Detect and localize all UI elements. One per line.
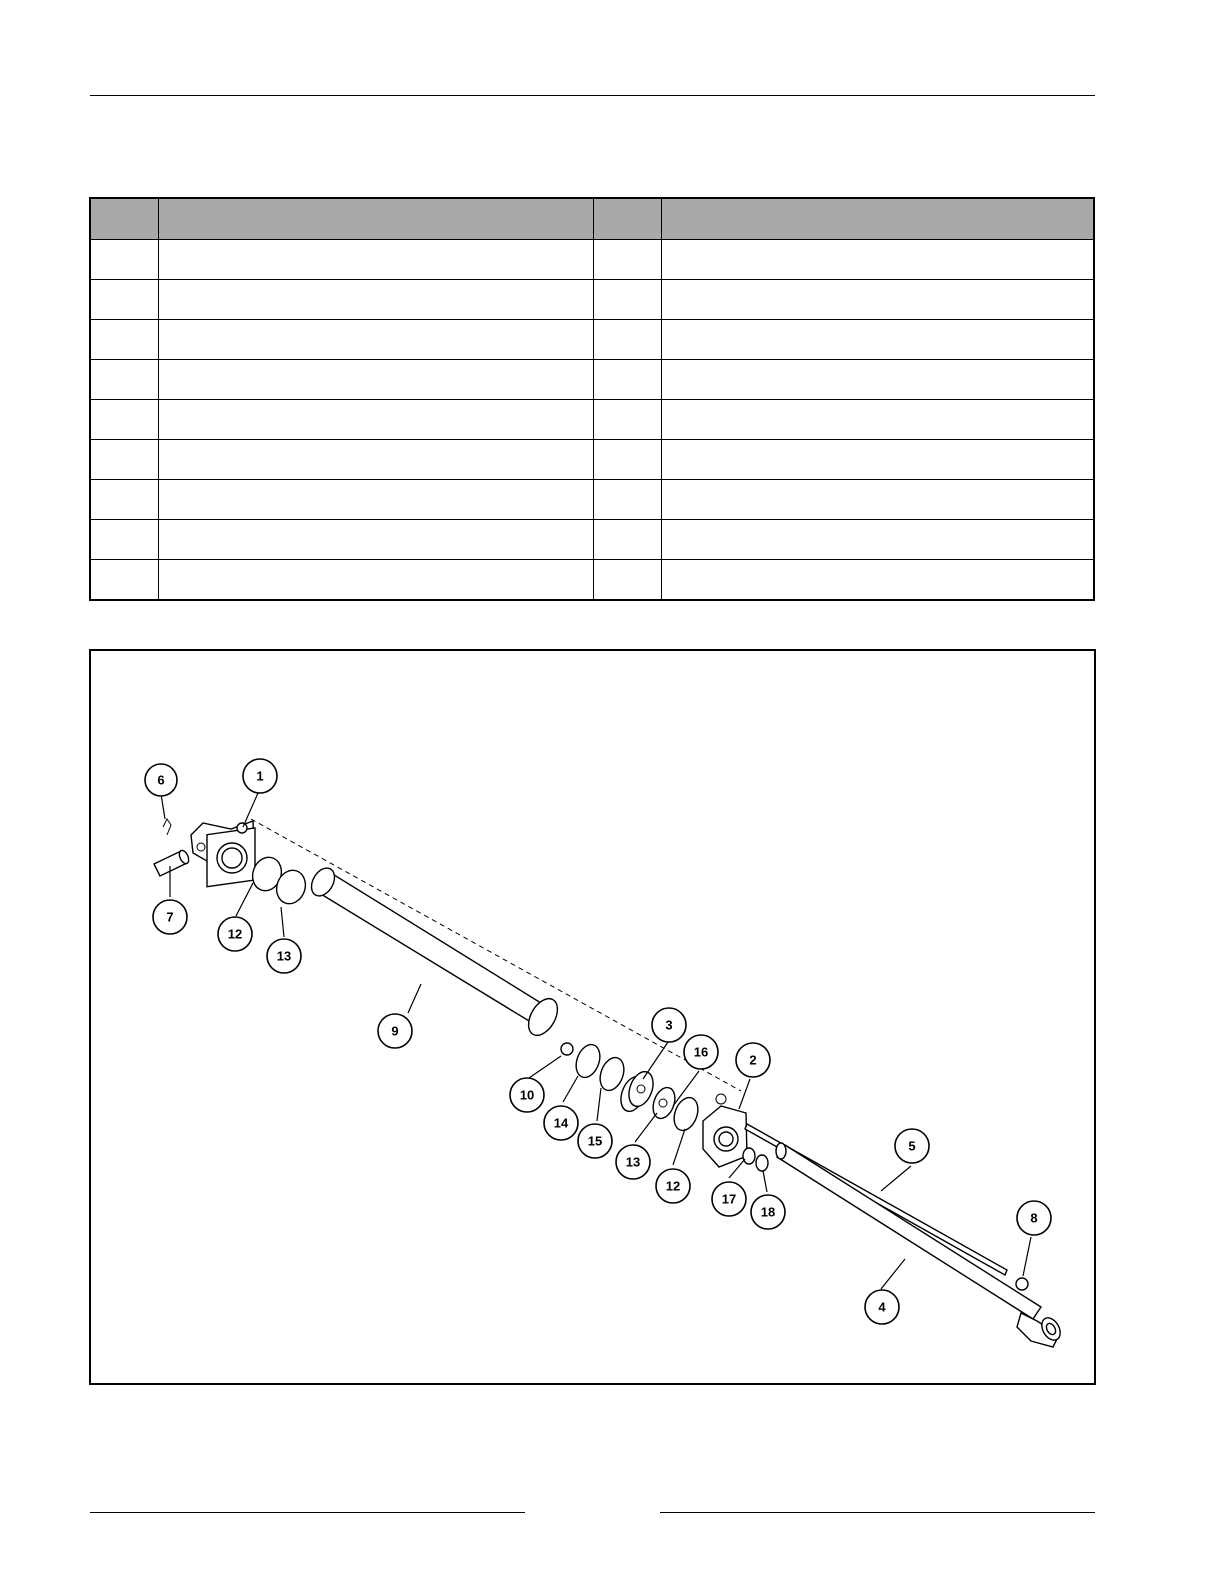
table-row	[90, 240, 1094, 280]
svg-text:15: 15	[587, 1133, 603, 1149]
callout-12	[218, 917, 252, 951]
table-cell	[594, 560, 662, 601]
table-row	[90, 480, 1094, 520]
leader-line	[881, 1166, 911, 1191]
table-header-row	[90, 198, 1094, 240]
clip-part	[163, 819, 171, 835]
svg-text:17: 17	[721, 1191, 737, 1207]
svg-text:14: 14	[553, 1115, 569, 1131]
leader-line	[1023, 1237, 1031, 1276]
base-end-cap-part	[191, 821, 255, 887]
table-row	[90, 440, 1094, 480]
nut-part	[561, 1043, 573, 1055]
rod-wiper-part	[756, 1155, 768, 1171]
footer-rule-right	[660, 1512, 1095, 1513]
table-cell	[662, 240, 1095, 280]
table-cell	[662, 320, 1095, 360]
table-cell	[159, 280, 594, 320]
table-row	[90, 560, 1094, 601]
table-cell	[662, 480, 1095, 520]
callout-14	[544, 1106, 578, 1140]
table-row	[90, 360, 1094, 400]
table-cell	[594, 400, 662, 440]
table-cell	[159, 440, 594, 480]
exploded-view-figure	[89, 649, 1096, 1385]
svg-text:6: 6	[157, 772, 165, 788]
table-cell	[159, 360, 594, 400]
callout-2	[736, 1043, 770, 1077]
leader-line	[673, 1129, 685, 1165]
svg-text:7: 7	[166, 909, 174, 925]
callout-10	[510, 1078, 544, 1112]
table-cell	[594, 360, 662, 400]
table-cell	[662, 400, 1095, 440]
callout-15	[578, 1124, 612, 1158]
callout-6	[1017, 1201, 1051, 1235]
table-cell	[662, 280, 1095, 320]
table-cell	[90, 280, 159, 320]
table-cell	[90, 400, 159, 440]
callout-9	[378, 1014, 412, 1048]
callout-4	[865, 1290, 899, 1324]
pin-part	[154, 849, 191, 876]
leader-line	[408, 984, 421, 1013]
column-header	[594, 198, 662, 240]
leader-line	[643, 1042, 668, 1079]
table-cell	[159, 400, 594, 440]
column-header	[662, 198, 1095, 240]
svg-text:10: 10	[519, 1087, 535, 1103]
table-cell	[662, 560, 1095, 601]
svg-text:16: 16	[693, 1044, 709, 1060]
callout-7	[145, 764, 177, 796]
svg-text:1: 1	[256, 768, 264, 784]
leader-line	[739, 1079, 750, 1109]
column-header	[90, 198, 159, 240]
wear-ring-part	[572, 1041, 604, 1080]
table-row	[90, 520, 1094, 560]
callout-3	[652, 1008, 686, 1042]
svg-text:3: 3	[665, 1017, 673, 1033]
svg-text:13: 13	[276, 948, 292, 964]
leader-line	[281, 907, 284, 937]
callout-17	[712, 1182, 746, 1216]
svg-text:5: 5	[908, 1138, 916, 1154]
table-cell	[159, 240, 594, 280]
table-row	[90, 320, 1094, 360]
leader-line	[529, 1056, 561, 1078]
table-cell	[594, 480, 662, 520]
callout-8	[153, 900, 187, 934]
callout-5	[895, 1129, 929, 1163]
table-cell	[159, 520, 594, 560]
table-cell	[90, 480, 159, 520]
column-header	[159, 198, 594, 240]
callout-1	[243, 759, 277, 793]
assembly-axis-line	[251, 819, 741, 1091]
svg-text:8: 8	[1030, 1210, 1038, 1226]
svg-text:12: 12	[227, 926, 243, 942]
callout-12	[656, 1169, 690, 1203]
piston-rod-part	[776, 1143, 1064, 1347]
table-cell	[90, 520, 159, 560]
table-cell	[594, 520, 662, 560]
svg-text:9: 9	[391, 1023, 399, 1039]
table-cell	[90, 560, 159, 601]
table-cell	[662, 440, 1095, 480]
table-cell	[90, 360, 159, 400]
table-cell	[159, 320, 594, 360]
svg-text:12: 12	[665, 1178, 681, 1194]
leader-line	[763, 1171, 767, 1192]
header-rule	[90, 95, 1095, 96]
table-cell	[159, 560, 594, 601]
table-cell	[159, 480, 594, 520]
callout-13	[267, 939, 301, 973]
callout-18	[751, 1195, 785, 1229]
leader-line	[161, 794, 165, 819]
callout-13	[616, 1145, 650, 1179]
tie-rod-nut-part	[1016, 1278, 1028, 1290]
svg-text:4: 4	[878, 1299, 886, 1315]
table-cell	[594, 320, 662, 360]
table-cell	[90, 240, 159, 280]
leader-line	[597, 1088, 601, 1121]
leader-line	[563, 1076, 578, 1102]
table-cell	[594, 440, 662, 480]
table-cell	[594, 280, 662, 320]
parts-table	[89, 197, 1095, 601]
table-cell	[594, 240, 662, 280]
leader-line	[635, 1113, 657, 1142]
table-row	[90, 280, 1094, 320]
svg-text:13: 13	[625, 1154, 641, 1170]
barrel-part	[307, 864, 564, 1040]
wiper-part	[743, 1148, 755, 1164]
table-cell	[90, 440, 159, 480]
table-cell	[90, 320, 159, 360]
callout-16	[684, 1035, 718, 1069]
leader-line	[881, 1259, 905, 1289]
table-cell	[662, 520, 1095, 560]
cylinder-exploded-diagram	[91, 651, 1094, 1383]
leader-line	[236, 883, 253, 916]
footer-rule-left	[90, 1512, 525, 1513]
svg-text:18: 18	[760, 1204, 776, 1220]
svg-text:2: 2	[749, 1052, 757, 1068]
table-row	[90, 400, 1094, 440]
table-cell	[662, 360, 1095, 400]
